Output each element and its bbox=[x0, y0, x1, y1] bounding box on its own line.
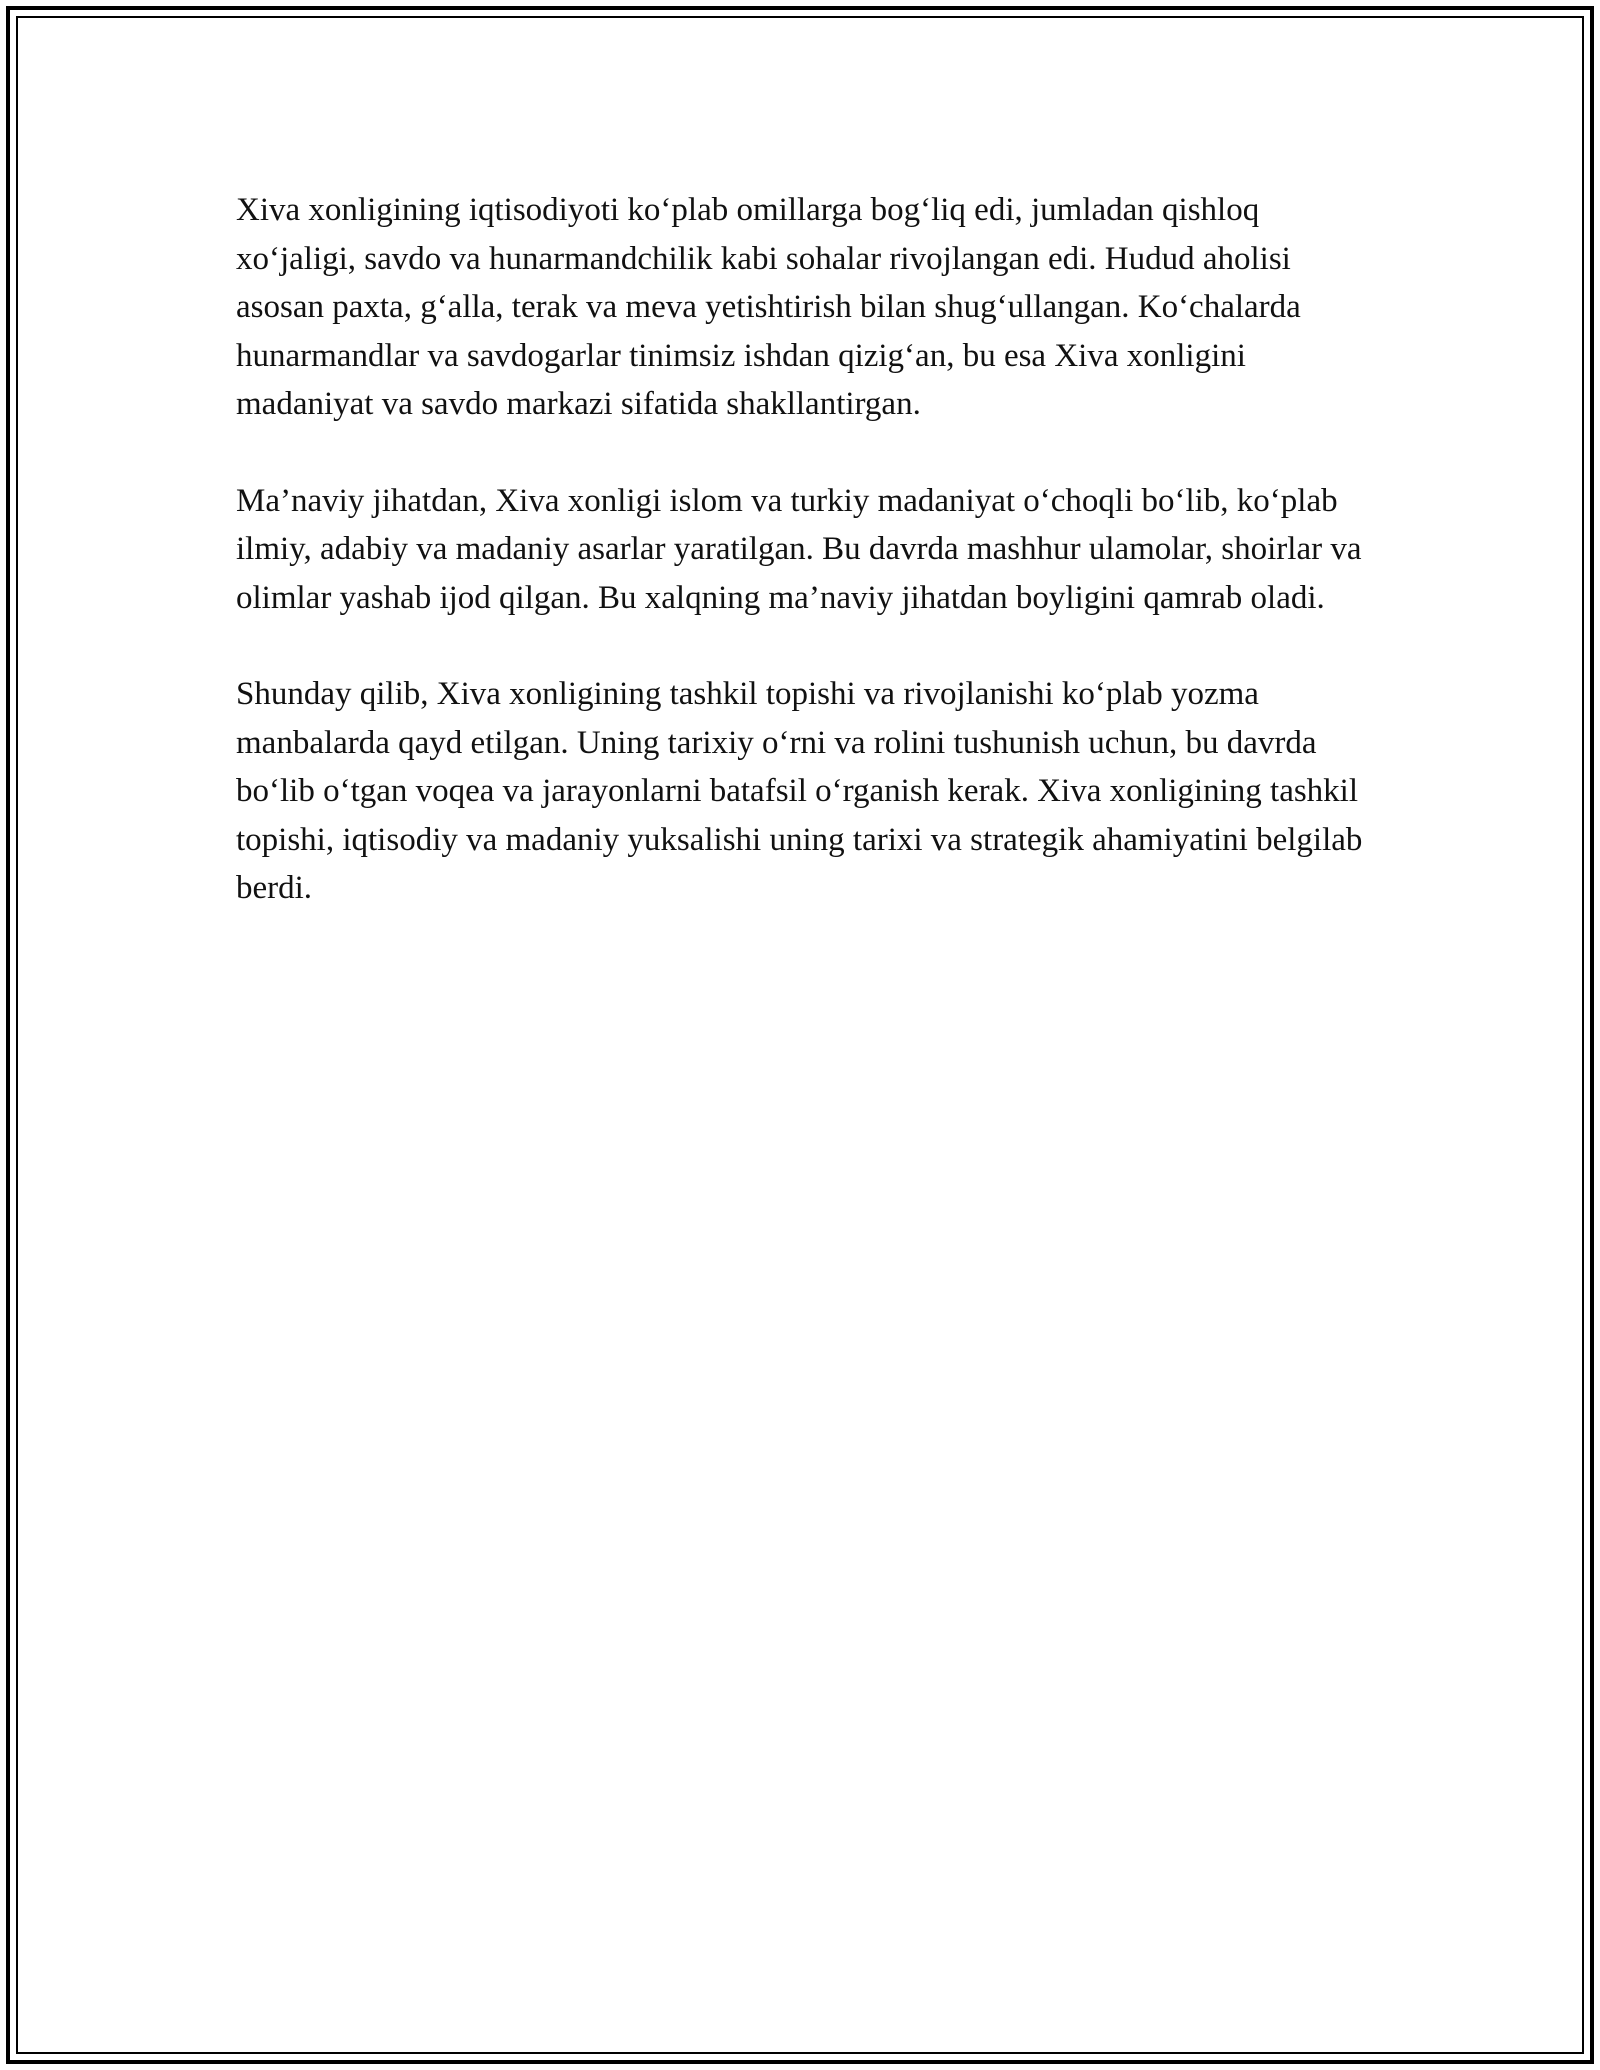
paragraph-2: Ma’naviy jihatdan, Xiva xonligi islom va turkiy madaniyat o‘choqli bo‘lib, ko‘plab ilmiy, adabiy va madaniy asarlar yaratilgan. Bu davrda mashhur ulamolar, shoirlar va olimlar yashab ijod qilgan. Bu xalqning ma’naviy jihatdan boyligini qamrab oladi. bbox=[236, 482, 1362, 616]
paragraph-1: Xiva xonligining iqtisodiyoti ko‘plab omillarga bog‘liq edi, jumladan qishloq xo‘jaligi, savdo va hunarmandchilik kabi sohalar rivojlangan edi. Hudud aholisi asosan paxta, g‘alla, terak va meva yetishtirish bilan shug‘ullangan. Ko‘chalarda hunarmandlar va savdogarlar tinimsiz ishdan qizig‘an, bu esa Xiva xonligini madaniyat va savdo markazi sifatida shakllantirgan. bbox=[236, 192, 1301, 422]
document-body bbox=[236, 186, 1364, 961]
paragraph-3: Shunday qilib, Xiva xonligining tashkil topishi va rivojlanishi ko‘plab yozma manbalarda qayd etilgan. Uning tarixiy o‘rni va rolini tushunish uchun, bu davrda bo‘lib o‘tgan voqea va jarayonlarni batafsil o‘rganish kerak. Xiva xonligining tashkil topishi, iqtisodiy va madaniy yuksalishi uning tarixi va strategik ahamiyatini belgilab berdi. bbox=[236, 676, 1363, 906]
